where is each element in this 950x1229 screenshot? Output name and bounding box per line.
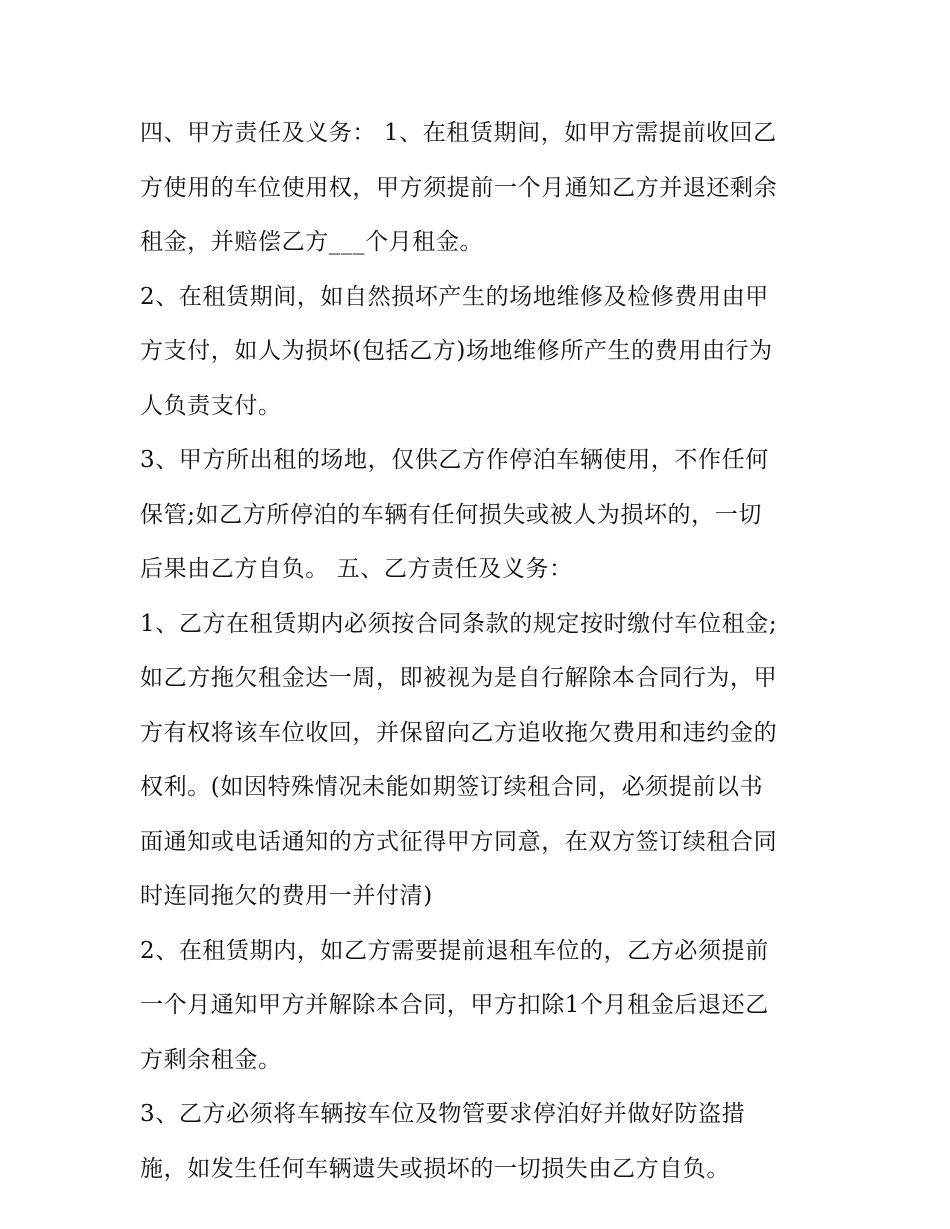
text-line: 1、乙方在租赁期内必须按合同条款的规定按时缴付车位租金; [140, 610, 778, 637]
text-line: 3、甲方所出租的场地，仅供乙方作停泊车辆使用，不作任何 [140, 447, 769, 473]
text-line: 时连同拖欠的费用一并付清) [140, 883, 433, 909]
text-line: 方剩余租金。 [140, 1046, 282, 1073]
text-line: 方支付，如人为损坏(包括乙方)场地维修所产生的费用由行为 [140, 338, 773, 364]
text-line: 面通知或电话通知的方式征得甲方同意，在双方签订续租合同 [140, 828, 778, 855]
text-line: 保管;如乙方所停泊的车辆有任何损失或被人为损坏的，一切 [140, 501, 762, 528]
text-line: 权利。(如因特殊情况未能如期签订续租合同，必须提前以书 [140, 774, 764, 800]
text-line: 2、在租赁期间，如自然损坏产生的场地维修及检修费用由甲 [140, 283, 769, 310]
text-line: 3、乙方必须将车辆按车位及物管要求停泊好并做好防盗措 [140, 1101, 746, 1127]
text-line: 一个月通知甲方并解除本合同，甲方扣除1个月租金后退还乙 [140, 992, 769, 1018]
text-line: 方使用的车位使用权，甲方须提前一个月通知乙方并退还剩余 [140, 174, 778, 201]
document-body [140, 106, 820, 1196]
text-line: 2、在租赁期内，如乙方需要提前退租车位的，乙方必须提前 [140, 937, 769, 964]
text-line: 人负责支付。 [140, 392, 282, 419]
text-line: 如乙方拖欠租金达一周，即被视为是自行解除本合同行为，甲 [140, 665, 778, 691]
text-line: 四、甲方责任及义务： 1、在租赁期间，如甲方需提前收回乙 [140, 120, 777, 146]
text-line: 方有权将该车位收回，并保留向乙方追收拖欠费用和违约金的 [140, 719, 778, 746]
text-line: 租金，并赔偿乙方___个月租金。 [140, 229, 484, 255]
text-line: 后果由乙方自负。 五、乙方责任及义务： [140, 556, 573, 582]
text-line: 施，如发生任何车辆遗失或损坏的一切损失由乙方自负。 [140, 1155, 730, 1182]
